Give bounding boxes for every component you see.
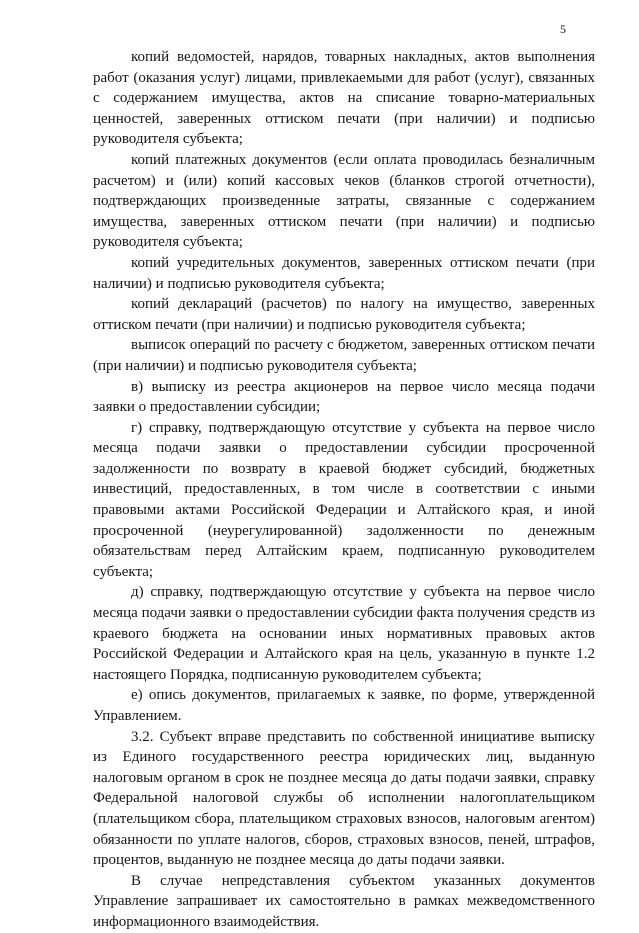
paragraph-item-d: д) справку, подтверждающую отсутствие у субъекта на первое число месяца подачи заявки о предоставлении субсидии факта получения средств из краевого бюджета на основании иных нормативных правовых актов Российской Федерации и Алтайского края на цель, указанную в пункте 1.2 настоящего Порядка, подписанную руководителем субъекта; [93, 584, 595, 683]
paragraph-payment-documents: копий платежных документов (если оплата проводилась безналичным расчетом) и (или) копий кассовых чеков (бланков строгой отчетности), подтверждающих произведенные затраты, связанные с содержанием имущества, заверенных оттиском печати (при наличии) и подписью руководителя субъекта; [93, 151, 595, 251]
page-number: 5 [560, 22, 566, 36]
document-body [93, 47, 595, 933]
paragraph-budget-operations: выписок операций по расчету с бюджетом, заверенных оттиском печати (при наличии) и подписью руководителя субъекта; [93, 337, 595, 374]
paragraph-non-submission: В случае непредставления субъектом указанных документов Управление запрашивает их самостоятельно в рамках межведомственного информационного взаимодействия. [93, 872, 595, 930]
paragraph-item-e: е) опись документов, прилагаемых к заявке, по форме, утвержденной Управлением. [93, 687, 595, 724]
paragraph-statements-copies: копий ведомостей, нарядов, товарных накладных, актов выполнения работ (оказания услуг) лицами, привлекаемыми для работ (услуг), связанных с содержанием имущества, актов на списание товарно-материальных ценностей, заверенных оттиском печати (при наличии) и подписью руководителя субъекта; [93, 49, 595, 148]
paragraph-constituent-documents: копий учредительных документов, заверенных оттиском печати (при наличии) и подписью руководителя субъекта; [93, 254, 595, 292]
paragraph-item-g: г) справку, подтверждающую отсутствие у субъекта на первое число месяца подачи заявки о предоставлении субсидии просроченной задолженности по возврату в краевой бюджет субсидий, бюджетных инвестиций, предоставленных, в том числе в соответствии с иными правовыми актами Российской Федерации и Алтайского края, и иной просроченной (неурегулированной) задолженности по денежным обязательствам перед Алтайским краем, подписанную руководителем субъекта; [93, 419, 595, 580]
paragraph-item-v: в) выписку из реестра акционеров на первое число месяца подачи заявки о предоставлении субсидии; [93, 378, 595, 416]
paragraph-section-3-2: 3.2. Субъект вправе представить по собственной инициативе выписку из Единого государственного реестра юридических лиц, выданную налоговым органом в срок не позднее месяца до даты подачи заявки, справку Федеральной налоговой службы об исполнении налогоплательщиком (плательщиком сбора, плательщиком страховых взносов, налоговым агентом) обязанности по уплате налогов, сборов, страховых взносов, пеней, штрафов, процентов, выданную не позднее месяца до даты подачи заявки. [93, 728, 595, 869]
paragraph-tax-declarations: копий деклараций (расчетов) по налогу на имущество, заверенных оттиском печати (при наличии) и подписью руководителя субъекта; [93, 296, 595, 333]
